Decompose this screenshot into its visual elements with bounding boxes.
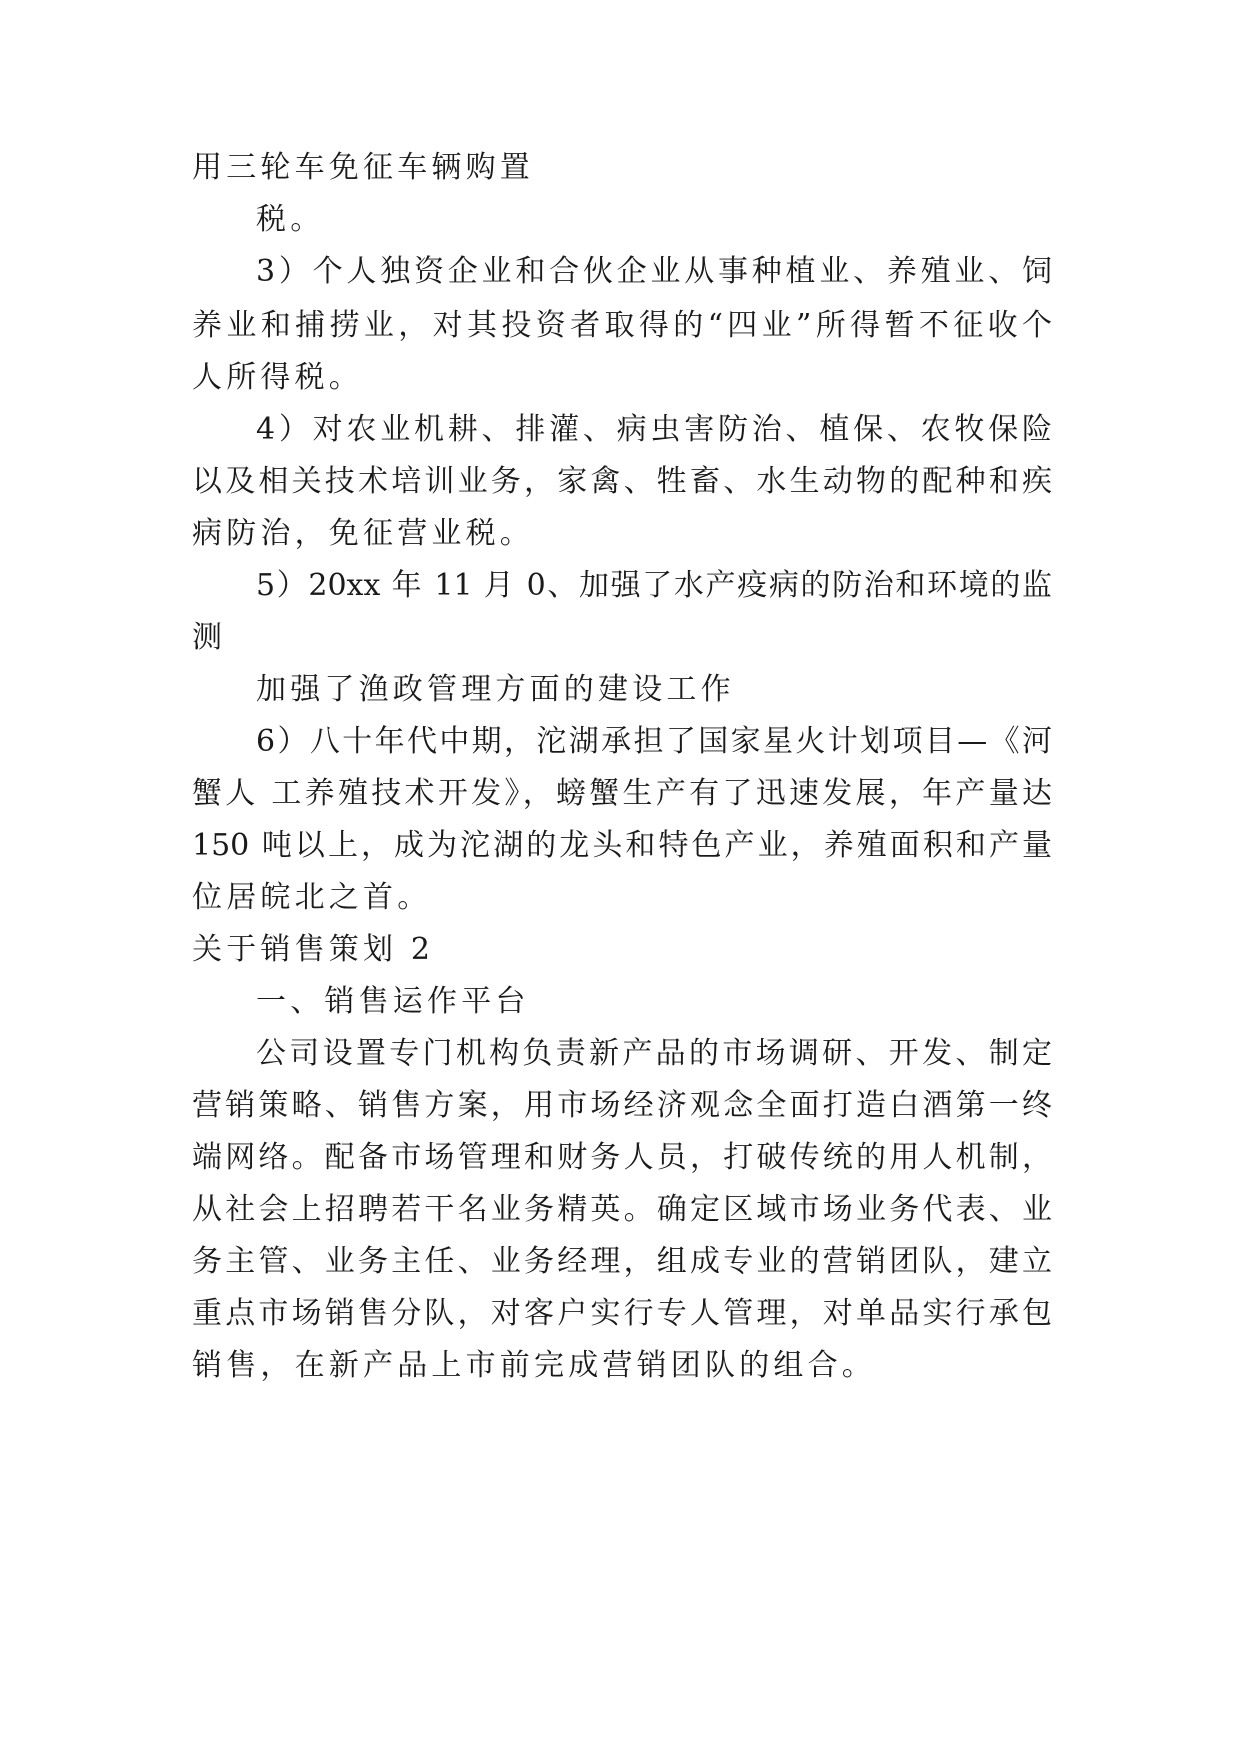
text-line: 6）八十年代中期，沱湖承担了国家星火计划项目—《河	[256, 724, 1052, 759]
text-line: 蟹人 工养殖技术开发》，螃蟹生产有了迅速发展，年产量达	[192, 776, 1052, 811]
text-line: 4）对农业机耕、排灌、病虫害防治、植保、农牧保险	[256, 412, 1052, 447]
text-line: 公司设置专门机构负责新产品的市场调研、开发、制定	[256, 1036, 1052, 1071]
text-line: 从社会上招聘若干名业务精英。确定区域市场业务代表、业	[192, 1192, 1052, 1227]
subsection-heading: 一、销售运作平台	[256, 984, 530, 1019]
text-line: 3）个人独资企业和合伙企业从事种植业、养殖业、饲	[256, 254, 1052, 289]
text-line: 端网络。配备市场管理和财务人员，打破传统的用人机制，	[192, 1140, 1052, 1175]
text-line: 人所得税。	[192, 360, 363, 395]
text-line: 税。	[256, 202, 325, 237]
text-line: 务主管、业务主任、业务经理，组成专业的营销团队，建立	[192, 1244, 1052, 1279]
text-line: 重点市场销售分队，对客户实行专人管理，对单品实行承包	[192, 1296, 1052, 1331]
text-line: 用三轮车免征车辆购置	[192, 150, 534, 185]
text-line: 150 吨以上，成为沱湖的龙头和特色产业，养殖面积和产量	[192, 828, 1052, 863]
text-line: 病防治，免征营业税。	[192, 516, 534, 551]
text-line: 加强了渔政管理方面的建设工作	[256, 672, 735, 707]
text-line: 以及相关技术培训业务，家禽、牲畜、水生动物的配种和疾	[192, 464, 1052, 499]
text-line: 养业和捕捞业，对其投资者取得的“四业”所得暂不征收个	[192, 308, 1052, 343]
text-line: 5）20xx 年 11 月 0、加强了水产疫病的防治和环境的监	[256, 568, 1052, 603]
text-line: 销售，在新产品上市前完成营销团队的组合。	[192, 1348, 876, 1383]
text-line: 测	[192, 620, 227, 655]
text-line: 位居皖北之首。	[192, 880, 432, 915]
text-line: 营销策略、销售方案，用市场经济观念全面打造白酒第一终	[192, 1088, 1052, 1123]
section-heading: 关于销售策划 2	[192, 932, 435, 967]
